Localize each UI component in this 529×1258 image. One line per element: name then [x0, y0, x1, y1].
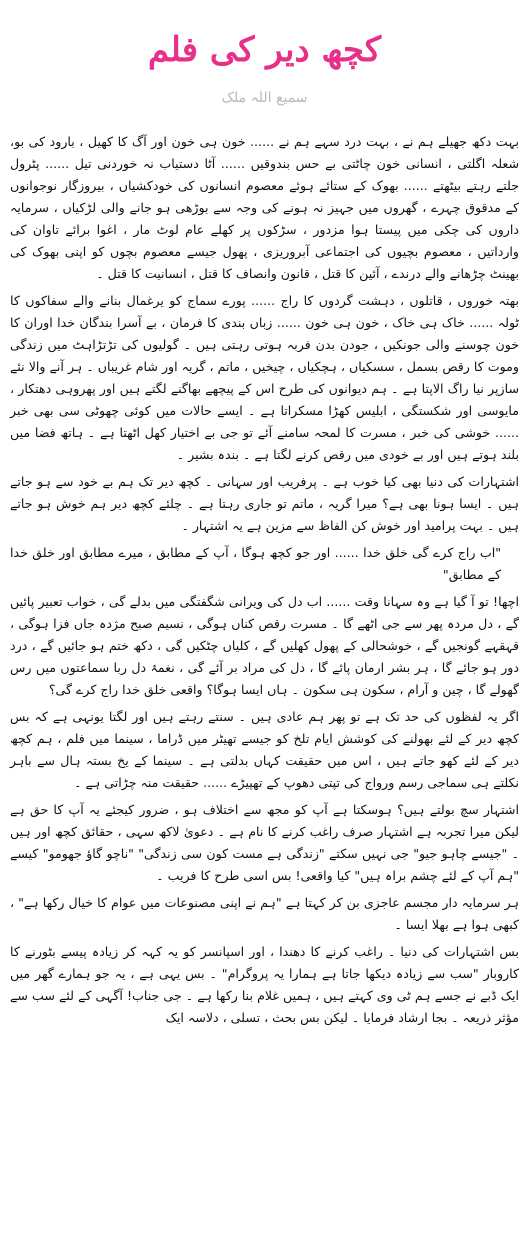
paragraph: اشتہارات کی دنیا بھی کیا خوب ہے ۔ پرفریب اور سہانی ۔ کچھ دیر تک ہم بے خود سے ہو جاتے ہیں ۔ ایسا ہونا بھی ہے؟ میرا گریہ ، ماتم تو جاری رہتا ہے ۔ چلئے کچھ دیر ہم خوش ہو جاتے ہیں ۔ بہت پرامید اور خوش کن الفاظ سے مزین ہے یہ اشتہار ۔: [10, 474, 519, 533]
article-title: کچھ دیر کی فلم: [147, 30, 382, 70]
author-name: سمیع اللہ ملک: [221, 90, 308, 106]
paragraph: اچھا! تو آ گیا ہے وہ سہانا وقت ...... اب دل کی ویرانی شگفتگی میں بدلے گی ، خواب تعبیر پائیں گے ، دل مردہ پھر سے جی اٹھے گا ۔ مسرت رقص کناں ہوگی ، نسیم صبح مژدہ جاں فزا ہوگی ، قہقہے گونجیں گے ، خوشحالی کے پھول کھلیں گے ، کلیاں چٹکیں گی ، دکھ ختم ہو جائیں گے ، درد دور ہو جائے گا ، ہر بشر ارمان پائے گا ، دل کی مراد بر آئے گی ، نغمۂ دل ربا سماعتوں میں رس گھولے گا ، چین و آرام ، سکون ہی سکون ۔ ہاں ایسا ہوگا؟ واقعی خلق خدا راج کرے گی؟: [10, 594, 519, 697]
paragraph: بہت دکھ جھیلے ہم نے ، بہت درد سہے ہم نے ...... خون ہی خون اور آگ کا کھیل ، بارود کی بو، شعلہ اگلتی ، انسانی خون چاٹتی بے حس بندوقیں ...... آٹا دستیاب نہ خوردنی تیل ...... پٹرول جلتے رہتے بیٹھتے ...... بھوک کے ستائے ہوئے معصوم انسانوں کی خودکشیاں ، بیروزگار نوجوانوں کے مدقوق چہرے ، گھروں میں جہیز نہ ہونے کی وجہ سے بوڑھی ہو جانے والی لڑکیاں ، سرمایہ داروں کی چکی میں پیستا ہوا مزدور ، سڑکوں پر کھلے عام لوٹ مار ، اغوا برائے تاوان کی وارداتیں ، معصوم بچیوں کی اجتماعی آبروریزی ، پھول جیسے معصوم بچوں کو اپنی بھوک کی بھینٹ چڑھانے والے درندے ، آئین کا قتل ، قانون وانصاف کا قتل ، انسانیت کا قتل ۔: [10, 134, 519, 281]
paragraph: ہر سرمایہ دار مجسم عاجزی بن کر کہتا ہے "ہم نے اپنی مصنوعات میں عوام کا خیال رکھا ہے" ، کبھی ہوا ہے بھلا ایسا ۔: [10, 895, 519, 932]
article-body: [10, 131, 519, 1034]
paragraph: اگر یہ لفظوں کی حد تک ہے تو پھر ہم عادی ہیں ۔ سنتے رہتے ہیں اور لگتا یونہی ہے کہ بس کچھ دیر کے لئے بھولنے کی کوشش ایام تلخ کو جیسے تھیٹر میں ڈراما ، سینما میں فلم ، ہم کچھ دیر کے لئے کھو جاتے ہیں ، اس میں حقیقت کہاں بدلتی ہے ۔ سینما کے یخ بستہ ہال سے باہر نکلتے ہی سماجی رسم ورواج کی تپتی دھوپ کے تھپیڑے ...... حقیقت منہ چڑاتی ہے ۔: [10, 709, 519, 790]
paragraph: بس اشتہارات کی دنیا ۔ راغب کرنے کا دھندا ، اور اسپانسر کو یہ کہہ کر زیادہ پیسے بٹورنے کا کاروبار "سب سے زیادہ دیکھا جاتا ہے ہمارا یہ پروگرام" ۔ بس یہی ہے ، یہ جو ہمارے گھر میں ایک ڈبے نے جسے ہم ٹی وی کہتے ہیں ، ہمیں غلام بنا رکھا ہے ۔ جی جناب! آگہی کے لئے سب سے مؤثر ذریعہ ۔ بجا ارشاد فرمایا ۔ لیکن بس بحث ، تسلی ، دلاسہ ایک: [10, 944, 519, 1025]
quote-paragraph: "اب راج کرے گی خلق خدا ...... اور جو کچھ ہوگا ، آپ کے مطابق ، میرے مطابق اور خلق خدا کے مطابق": [10, 545, 501, 582]
paragraph: اشتہار سچ بولتے ہیں؟ ہوسکتا ہے آپ کو مجھ سے اختلاف ہو ، ضرور کیجئے یہ آپ کا حق ہے لیکن میرا تجربہ ہے اشتہار صرف راغب کرنے کا نام ہے ۔ دعویٰ لاکھ سہی ، حقائق کچھ اور ہیں ۔ "جیسے چاہو جیو" جی نہیں سکتے "زندگی ہے مست کون سی زندگی" "ناچو گاؤ جھومو" کیسے "ہم آپ کے لئے چشم براہ ہیں" کیا واقعی! بس اسی طرح کا فریب ۔: [10, 802, 519, 883]
paragraph: بھتہ خوروں ، قاتلوں ، دہشت گردوں کا راج ...... پورے سماج کو یرغمال بنانے والے سفاکوں کا ٹولہ ...... خاک ہی خاک ، خون ہی خون ...... زباں بندی کا فرمان ، بے آسرا بندگان خدا اوران کا خون چوسنے والی جونکیں ، جودن بدن فربہ ہوتی رہتی ہیں ۔ گولیوں کی تڑتڑاہٹ میں زندگی وموت کا رقص بسمل ، سسکیاں ، ہچکیاں ، چیخیں ، ماتم ، گریہ اور شام غریباں ۔ ہر آنے والا نئے سازپر نیا راگ الاپتا ہے ۔ ہم دیوانوں کی طرح اس کے پیچھے بھاگنے لگتے ہیں اور پھروہی دھتکار ، مایوسی اور شکستگی ، ابلیس کھڑا مسکراتا ہے ۔ ایسے حالات میں کوئی چھوٹی سی بھی خبر ...... خوشی کی خبر ، مسرت کا لمحہ سامنے آئے تو جی بے اختیار کھل اٹھتا ہے ۔ ہاتھ فضا میں بلند ہوتے ہیں اور بے خودی میں رقص کرنے لگتا ہے ۔ بندہ بشیر ۔: [10, 293, 519, 462]
